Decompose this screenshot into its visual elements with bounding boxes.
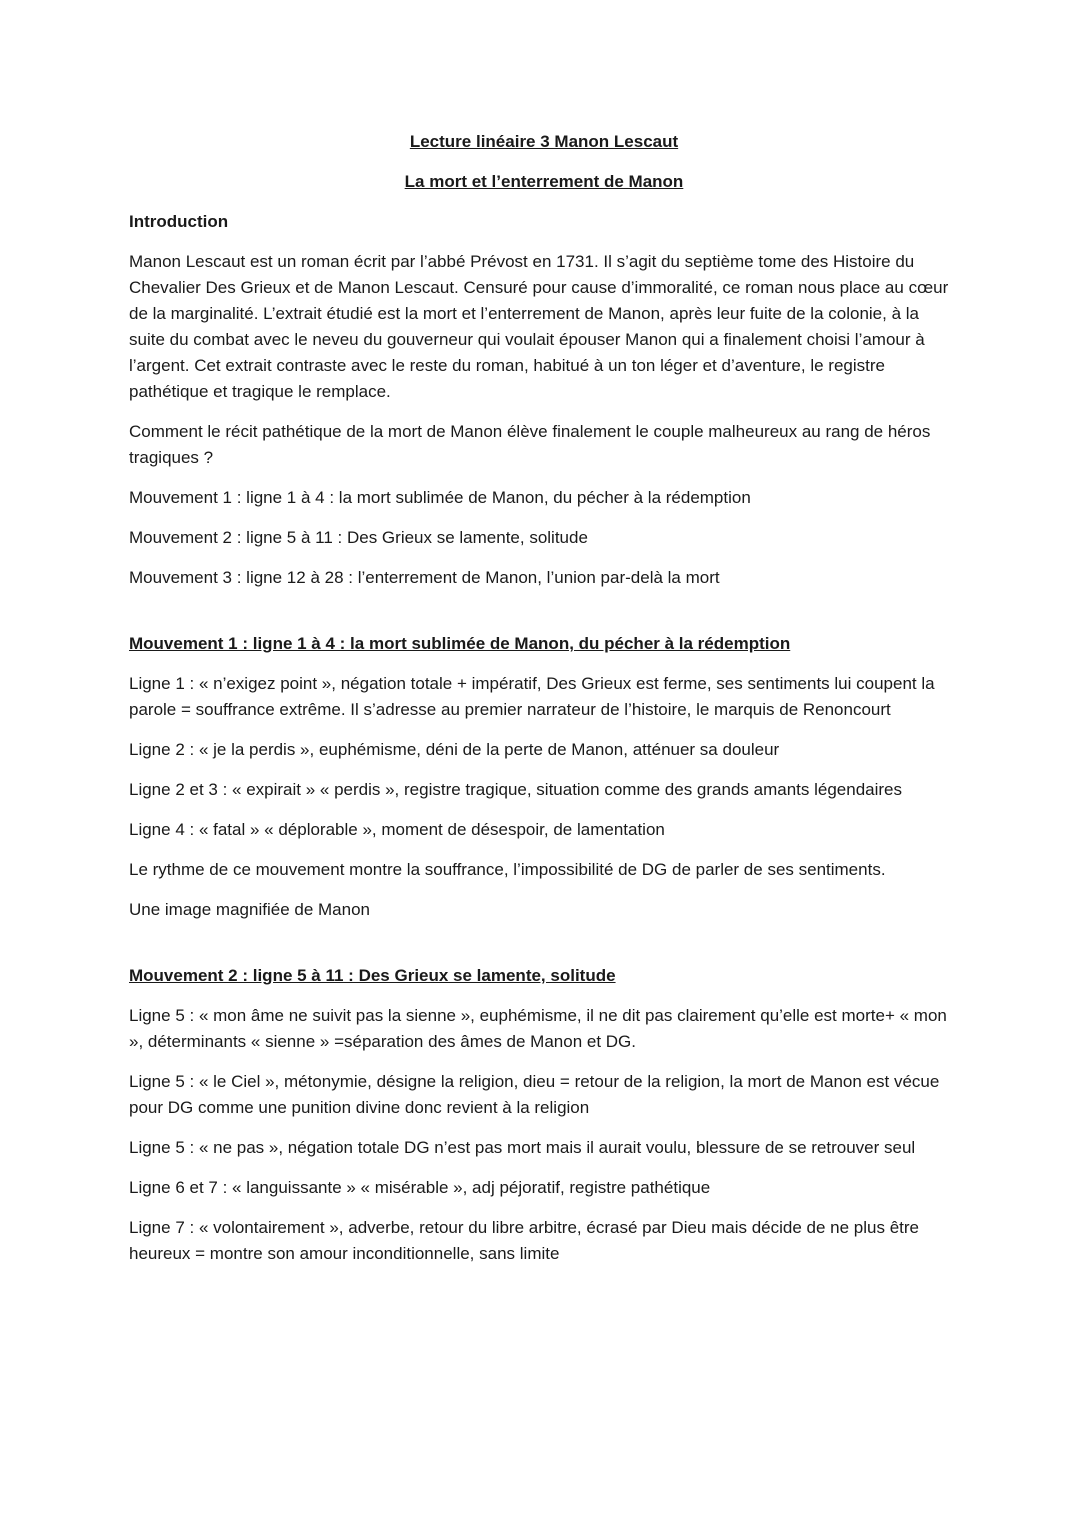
mouvement-1-section xyxy=(129,631,959,923)
mouvement-1-paragraph: Une image magnifiée de Manon xyxy=(129,900,370,919)
document-title: Lecture linéaire 3 Manon Lescaut xyxy=(409,132,679,151)
plan-mouvement-3: Mouvement 3 : ligne 12 à 28 : l’enterrement de Manon, l’union par-delà la mort xyxy=(129,568,720,587)
mouvement-1-paragraph: Ligne 2 et 3 : « expirait » « perdis », registre tragique, situation comme des grands amants légendaires xyxy=(129,780,902,799)
problematique-paragraph: Comment le récit pathétique de la mort de Manon élève finalement le couple malheureux au rang de héros tragiques ? xyxy=(129,422,931,467)
mouvement-1-paragraph: Le rythme de ce mouvement montre la souffrance, l’impossibilité de DG de parler de ses sentiments. xyxy=(129,860,886,879)
mouvement-1-heading: Mouvement 1 : ligne 1 à 4 : la mort sublimée de Manon, du pécher à la rédemption xyxy=(129,634,791,653)
plan-mouvement-2: Mouvement 2 : ligne 5 à 11 : Des Grieux se lamente, solitude xyxy=(129,528,588,547)
introduction-label: Introduction xyxy=(129,212,229,231)
mouvement-2-paragraph: Ligne 5 : « mon âme ne suivit pas la sienne », euphémisme, il ne dit pas clairement qu’elle est morte+ « mon », déterminants « sienne » =séparation des âmes de Manon et DG. xyxy=(129,1006,947,1051)
intro-paragraph: Manon Lescaut est un roman écrit par l’abbé Prévost en 1731. Il s’agit du septième tome des Histoire du Chevalier Des Grieux et de Manon Lescaut. Censuré pour cause d’immoralité, ce roman nous place au cœur de la marginalité. L’extrait étudié est la mort et l’enterrement de Manon, après leur fuite de la colonie, à la suite du combat avec le neveu du gouverneur qui voulait épouser Manon qui a finalement choisi l’amour à l’argent. Cet extrait contraste avec le reste du roman, habitué à un ton léger et d’aventure, le registre pathétique et tragique le remplace. xyxy=(129,252,949,401)
document-subtitle: La mort et l’enterrement de Manon xyxy=(404,172,684,191)
mouvement-1-paragraph: Ligne 1 : « n’exigez point », négation totale + impératif, Des Grieux est ferme, ses sentiments lui coupent la parole = souffrance extrême. Il s’adresse au premier narrateur de l’histoire, le marquis de Renoncourt xyxy=(129,674,935,719)
mouvement-2-heading: Mouvement 2 : ligne 5 à 11 : Des Grieux se lamente, solitude xyxy=(129,966,616,985)
mouvement-2-paragraph: Ligne 7 : « volontairement », adverbe, retour du libre arbitre, écrasé par Dieu mais décide de ne plus être heureux = montre son amour inconditionnelle, sans limite xyxy=(129,1218,920,1263)
plan-mouvement-1: Mouvement 1 : ligne 1 à 4 : la mort sublimée de Manon, du pécher à la rédemption xyxy=(129,488,751,507)
mouvement-1-paragraph: Ligne 2 : « je la perdis », euphémisme, déni de la perte de Manon, atténuer sa douleur xyxy=(129,740,780,759)
document-content xyxy=(129,129,959,1281)
mouvement-1-paragraph: Ligne 4 : « fatal » « déplorable », moment de désespoir, de lamentation xyxy=(129,820,665,839)
mouvement-2-paragraph: Ligne 5 : « le Ciel », métonymie, désigne la religion, dieu = retour de la religion, la mort de Manon est vécue pour DG comme une punition divine donc revient à la religion xyxy=(129,1072,940,1117)
introduction-section xyxy=(129,249,959,591)
mouvement-2-paragraph: Ligne 5 : « ne pas », négation totale DG n’est pas mort mais il aurait voulu, blessure de se retrouver seul xyxy=(129,1138,916,1157)
mouvement-2-paragraph: Ligne 6 et 7 : « languissante » « misérable », adj péjoratif, registre pathétique xyxy=(129,1178,711,1197)
mouvement-2-section xyxy=(129,963,959,1267)
